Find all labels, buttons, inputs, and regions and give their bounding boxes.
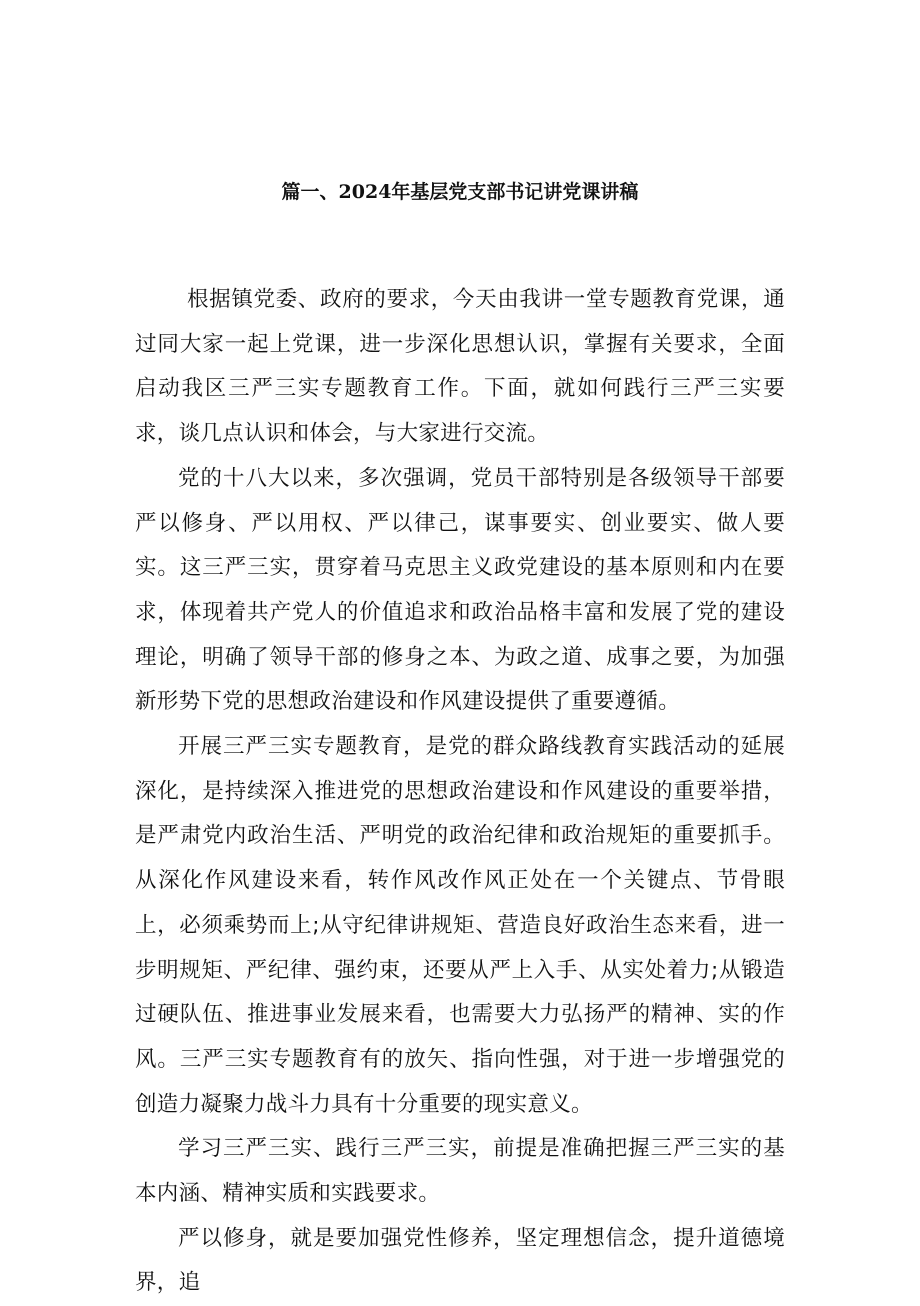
paragraph-2: 党的十八大以来，多次强调，党员干部特别是各级领导干部要严以修身、严以用权、严以律己，谋事要实、创业要实、做人要实。这三严三实，贯穿着马克思主义政党建设的基本原则和内在要求，体现着共产党人的价值追求和政治品格丰富和发展了党的建设理论，明确了领导干部的修身之本、为政之道、成事之要，为加强新形势下党的思想政治建设和作风建设提供了重要遵循。	[135, 465, 785, 715]
paragraph-4: 学习三严三实、践行三严三实，前提是准确把握三严三实的基本内涵、精神实质和实践要求。	[135, 1136, 785, 1207]
paragraph-3: 开展三严三实专题教育，是党的群众路线教育实践活动的延展深化，是持续深入推进党的思想政治建设和作风建设的重要举措，是严肃党内政治生活、严明党的政治纪律和政治规矩的重要抓手。从深化作风建设来看，转作风改作风正处在一个关键点、节骨眼上，必须乘势而上;从守纪律讲规矩、营造良好政治生态来看，进一步明规矩、严纪律、强约束，还要从严上入手、从实处着力;从锻造过硬队伍、推进事业发展来看，也需要大力弘扬严的精神、实的作风。三严三实专题教育有的放矢、指向性强，对于进一步增强党的创造力凝聚力战斗力具有十分重要的现实意义。	[135, 734, 785, 1117]
paragraph-1: 根据镇党委、政府的要求，今天由我讲一堂专题教育党课，通过同大家一起上党课，进一步深化思想认识，掌握有关要求，全面启动我区三严三实专题教育工作。下面，就如何践行三严三实要求，谈几点认识和体会，与大家进行交流。	[135, 287, 785, 447]
document-title: 篇一、2024年基层党支部书记讲党课讲稿	[281, 181, 639, 203]
document-body	[135, 278, 785, 1306]
paragraph-5: 严以修身，就是要加强党性修养，坚定理想信念，提升道德境界，追	[135, 1225, 785, 1296]
